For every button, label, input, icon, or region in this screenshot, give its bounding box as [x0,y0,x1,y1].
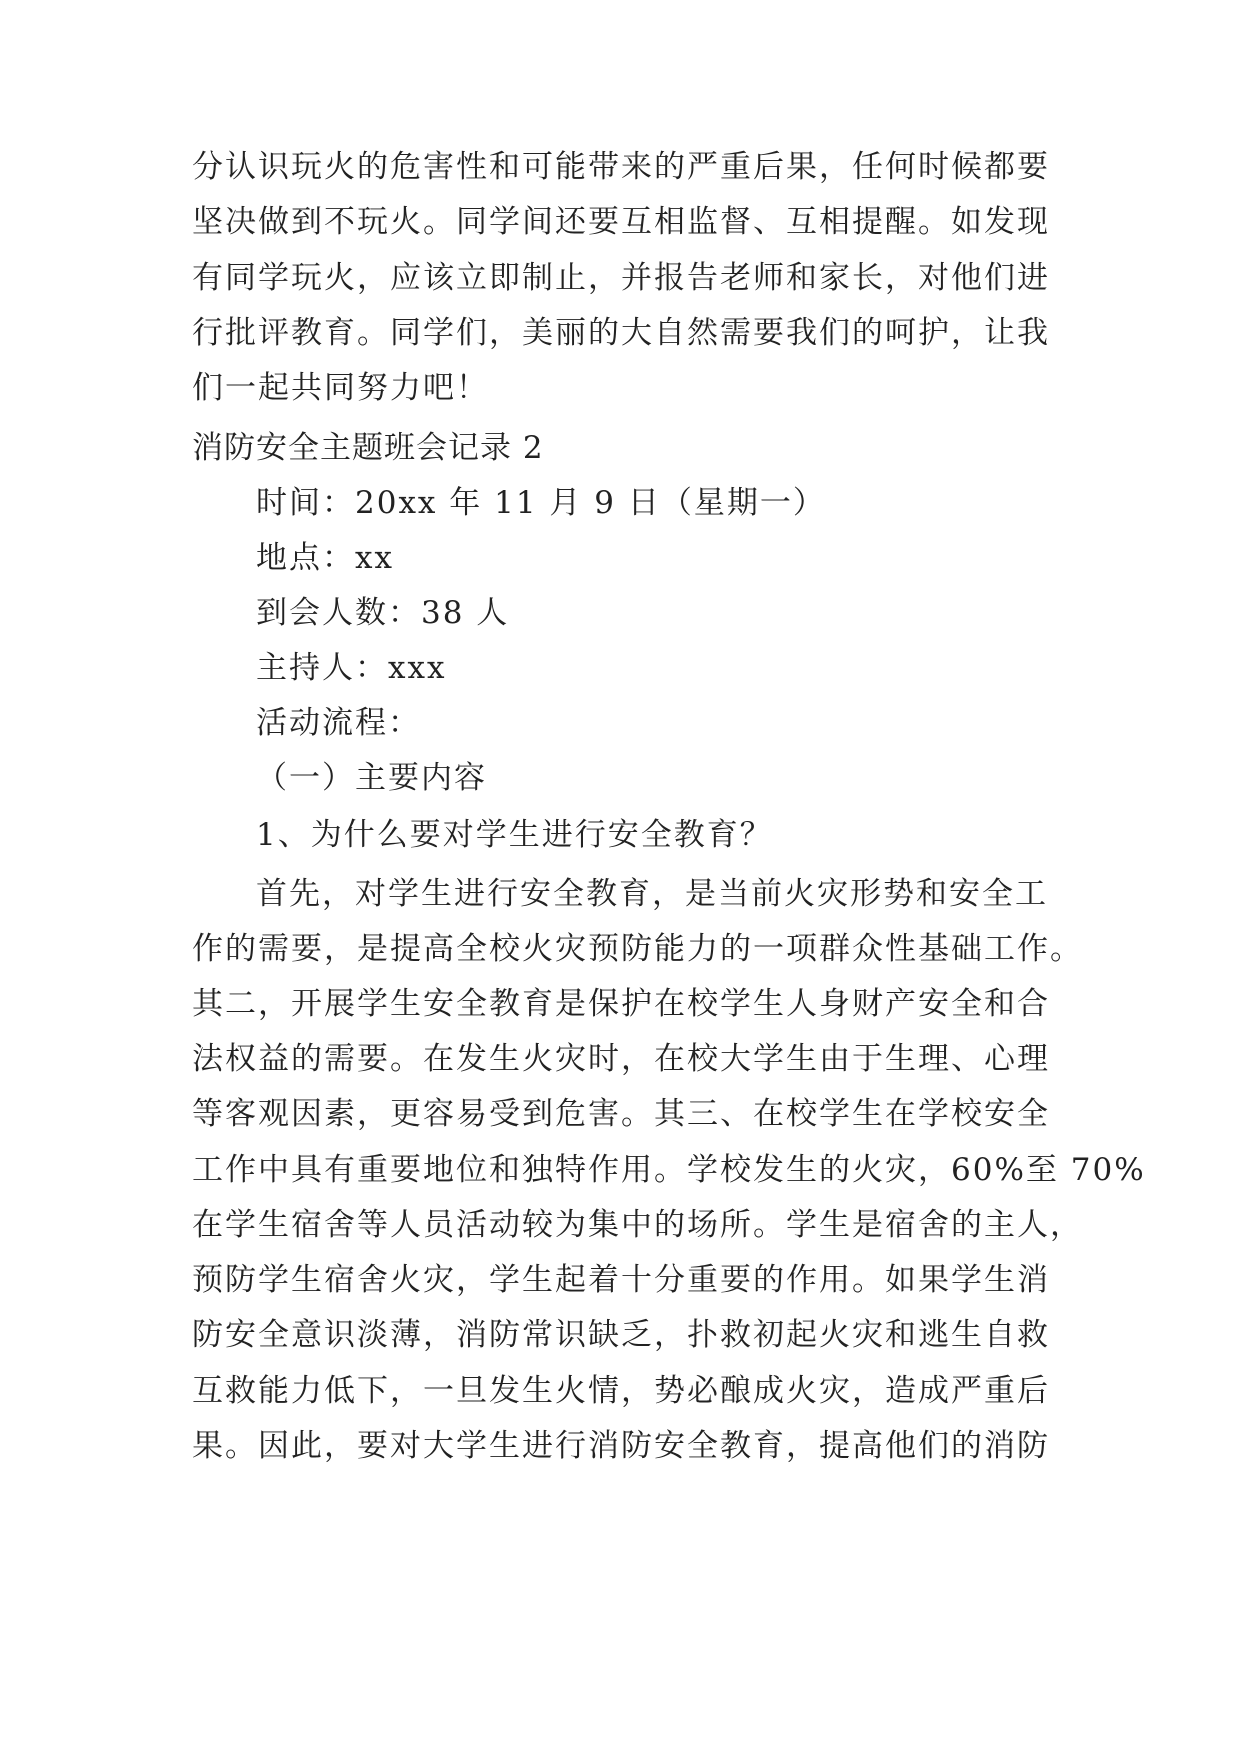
paragraph-line: 果。因此，要对大学生进行消防安全教育，提高他们的消防 [192,1428,1050,1464]
paragraph-line: 法权益的需要。在发生火灾时，在校大学生由于生理、心理 [192,1041,1050,1077]
attendance-count: 到会人数：38 人 [256,595,510,631]
paragraph-line: 在学生宿舍等人员活动较为集中的场所。学生是宿舍的主人， [192,1207,1083,1243]
paragraph-line: 互救能力低下，一旦发生火情，势必酿成火灾，造成严重后 [192,1373,1050,1409]
paragraph-line: 预防学生宿舍火灾，学生起着十分重要的作用。如果学生消 [192,1262,1050,1298]
meeting-location: 地点：xx [256,540,394,576]
paragraph-line: 作的需要，是提高全校火灾预防能力的一项群众性基础工作。 [192,931,1083,967]
section-title: 消防安全主题班会记录 2 [192,430,544,466]
subsection-heading: （一）主要内容 [256,760,487,796]
paragraph-line: 分认识玩火的危害性和可能带来的严重后果，任何时候都要 [192,149,1050,185]
paragraph-line: 其二，开展学生安全教育是保护在校学生人身财产安全和合 [192,986,1050,1022]
paragraph-line: 有同学玩火，应该立即制止，并报告老师和家长，对他们进 [192,260,1050,296]
paragraph-line: 们一起共同努力吧！ [192,370,489,406]
paragraph-line: 防安全意识淡薄，消防常识缺乏，扑救初起火灾和逃生自救 [192,1317,1050,1353]
paragraph-line: 等客观因素，更容易受到危害。其三、在校学生在学校安全 [192,1096,1050,1132]
question-heading: 1、为什么要对学生进行安全教育？ [256,817,773,853]
meeting-time: 时间：20xx 年 11 月 9 日（星期一） [256,485,826,521]
activity-process-label: 活动流程： [256,705,421,741]
paragraph-line: 坚决做到不玩火。同学间还要互相监督、互相提醒。如发现 [192,204,1050,240]
paragraph-line: 行批评教育。同学们，美丽的大自然需要我们的呵护，让我 [192,315,1050,351]
paragraph-line: 工作中具有重要地位和独特作用。学校发生的火灾，60%至 70% [192,1152,1146,1188]
paragraph-line: 首先，对学生进行安全教育，是当前火灾形势和安全工 [256,876,1048,912]
meeting-host: 主持人：xxx [256,650,447,686]
